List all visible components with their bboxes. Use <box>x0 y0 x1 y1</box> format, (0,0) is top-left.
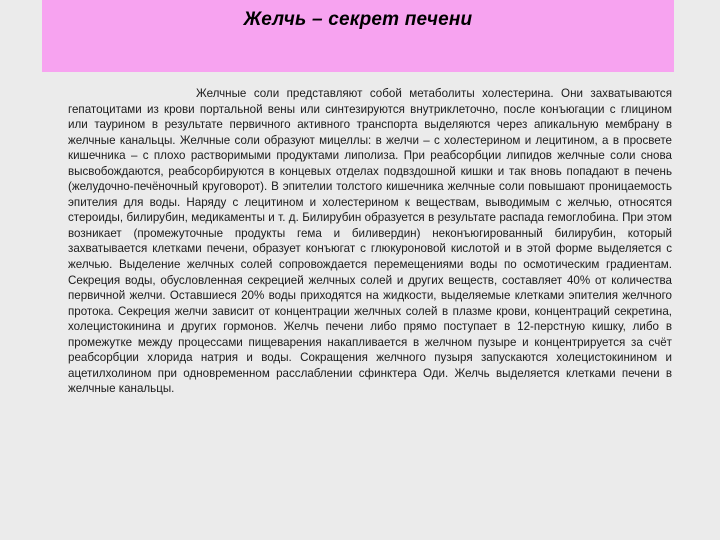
title-banner <box>42 0 674 72</box>
body-text: Желчные соли представляют собой метаболиты холестерина. Они захватываются гепатоцитами из крови портальной вены или синтезируются внутриклеточно, после конъюгации с глицином или таурином в результате первичного активного транспорта выделяются через апикальную мембрану в желчные канальцы. Желчные соли образуют мицеллы: в желчи – с холестерином и лецитином, а в просвете кишечника – с плохо растворимыми продуктами липолиза. При реабсорбции липидов желчные соли снова высвобождаются, реабсорбируются в концевых отделах подвздошной кишки и так вновь попадают в печень (желудочно-печёночный круговорот). В эпителии толстого кишечника желчные соли повышают проницаемость эпителия для воды. Наряду с лецитином и холестерином к веществам, выводимым с желчью, относятся стероиды, билирубин, медикаменты и т. д. Билирубин образуется в результате распада гемоглобина. При этом возникает (промежуточные продукты гема и биливердин) неконъюгированный билирубин, который захватывается клетками печени, образует конъюгат с глюкуроновой кислотой и в этой форме выделяется с желчью. Выделение желчных солей сопровождается перемещениями воды по осмотическим градиентам. Секреция воды, обусловленная секрецией желчных солей и других веществ, составляет 40% от количества первичной желчи. Оставшиеся 20% воды приходятся на жидкости, выделяемые клетками эпителия желчного протока. Секреция желчи зависит от концентрации желчных солей в плазме крови, концентраций секретина, холецистокинина и других гормонов. Желчь печени либо прямо поступает в 12-перстную кишку, либо в промежутке между процессами пищеварения накапливается в желчном пузыре и концентрируется за счёт реабсорбции хлорида натрия и воды. Сокращения желчного пузыря запускаются холецистокинином и ацетилхолином при одновременном расслаблении сфинктера Оди. Желчь выделяется клетками печени в желчные канальцы. <box>68 87 672 396</box>
slide-title: Желчь – секрет печени <box>243 9 473 30</box>
